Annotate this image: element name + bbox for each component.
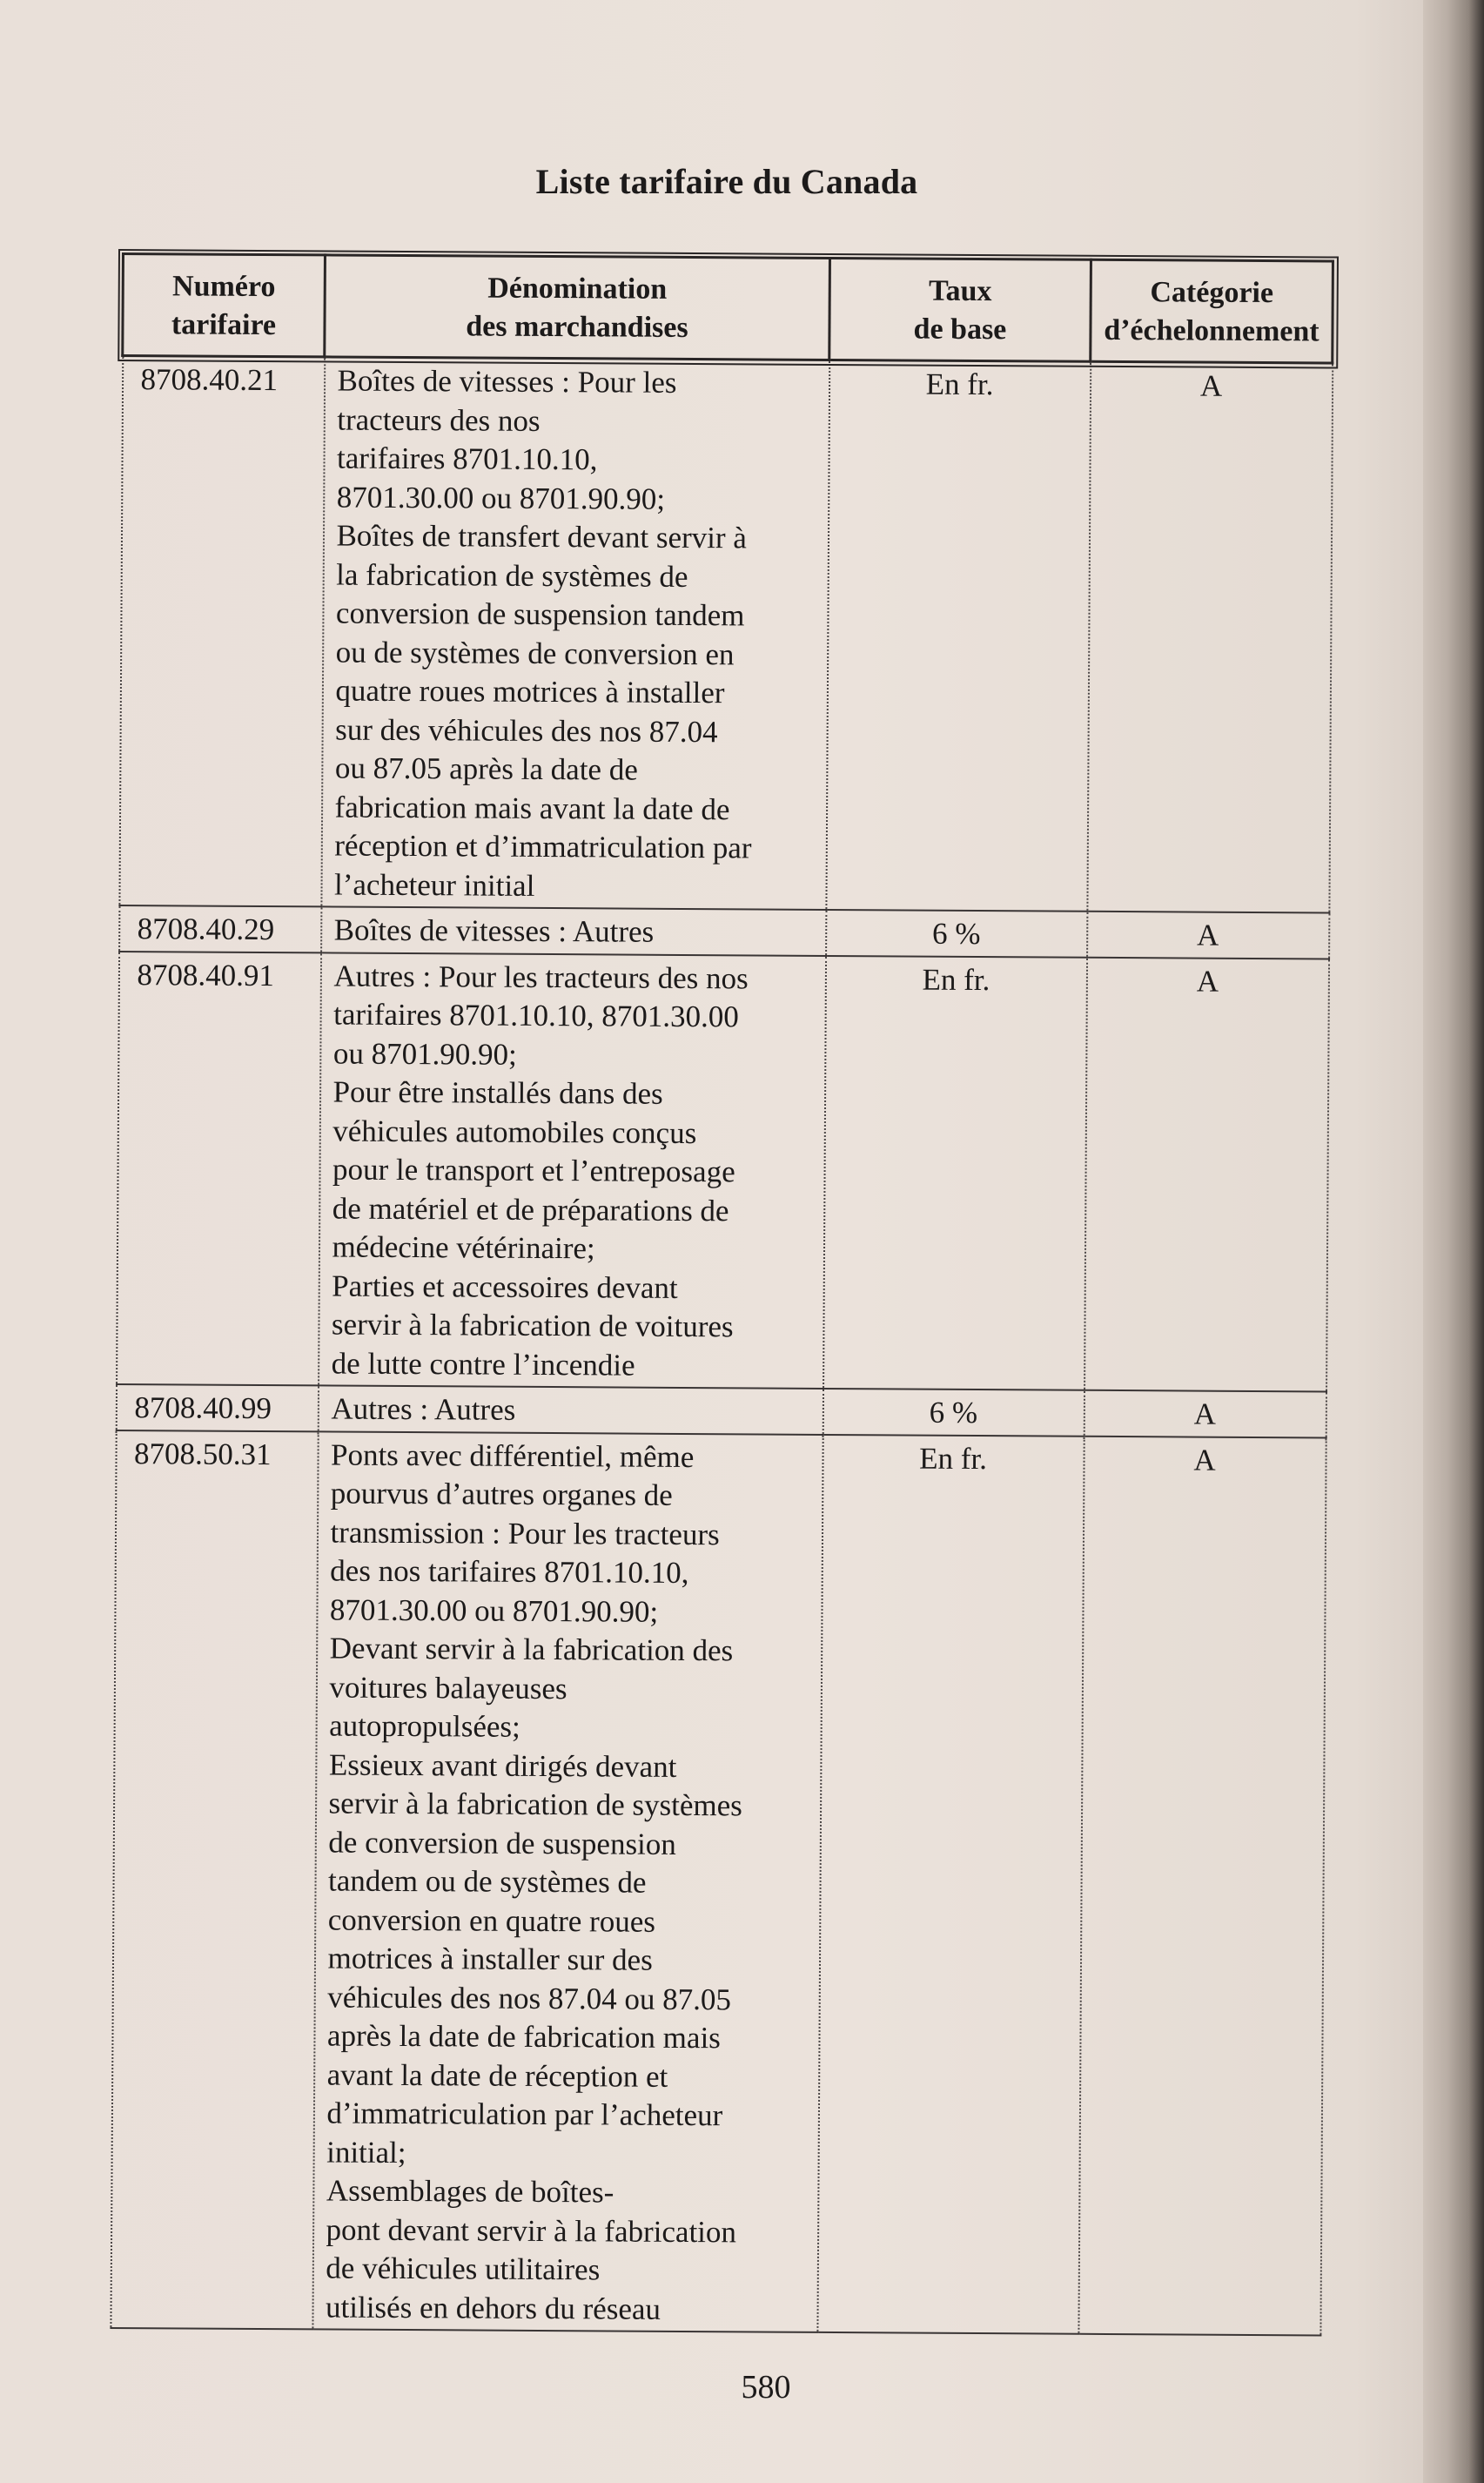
description-line: tarifaires 8701.10.10, 8701.30.00 — [333, 997, 739, 1034]
description-line: servir à la fabrication de voitures — [331, 1307, 734, 1344]
description-line: véhicules des nos 87.04 ou 87.05 — [327, 1979, 732, 2016]
description-line: ou 8701.90.90; — [332, 1036, 517, 1072]
description-cell — [312, 1431, 823, 2332]
base-rate-cell: En fr. — [826, 360, 1091, 911]
table-row — [119, 905, 1329, 959]
description-line: quatre roues motrices à installer — [335, 673, 725, 710]
description-line: après la date de fabrication mais — [326, 2018, 721, 2056]
description-line: Pour être installés dans des — [332, 1074, 663, 1111]
staging-category-cell: A — [1084, 1390, 1326, 1437]
description-line: l’acheteur initial — [333, 867, 535, 903]
base-rate-cell: En fr. — [817, 1434, 1084, 2333]
description-line: médecine vétérinaire; — [332, 1229, 595, 1266]
description-line: pourvus d’autres organes de — [330, 1476, 673, 1512]
tariff-number-cell: 8708.40.29 — [119, 905, 321, 952]
table-row — [119, 356, 1333, 913]
header-row — [123, 254, 1333, 363]
base-rate-cell: 6 % — [823, 1389, 1084, 1436]
description-cell — [319, 952, 826, 1389]
description-line: fabrication mais avant la date de — [334, 790, 730, 826]
header-base-rate: Taux de base — [829, 258, 1091, 361]
description-line: de véhicules utilitaires — [326, 2251, 601, 2287]
description-line: initial; — [326, 2134, 406, 2170]
table-header — [123, 254, 1333, 363]
description-cell — [321, 357, 829, 910]
description-line: ou de systèmes de conversion en — [335, 635, 735, 671]
description-line: d’immatriculation par l’acheteur — [326, 2096, 723, 2133]
description-line: Parties et accessoires devant — [332, 1268, 678, 1305]
description-line: Boîtes de vitesses : Autres — [333, 912, 655, 949]
description-line: transmission : Pour les tracteurs — [330, 1514, 720, 1551]
description-line: tracteurs des nos — [337, 402, 541, 438]
description-line: de lutte contre l’incendie — [331, 1345, 635, 1383]
description-line: Boîtes de transfert devant servir à — [336, 518, 747, 555]
tariff-number-cell: 8708.50.31 — [111, 1430, 318, 2329]
description-line: ou 87.05 après la date de — [334, 750, 638, 787]
description-line: de matériel et de préparations de — [332, 1190, 729, 1228]
staging-category-cell: A — [1084, 957, 1329, 1391]
table-body — [111, 356, 1333, 2336]
description-line: autopropulsées; — [329, 1708, 520, 1744]
book-spine-shadow — [1423, 0, 1484, 2483]
tariff-number-cell: 8708.40.99 — [116, 1384, 318, 1431]
description-line: conversion en quatre roues — [327, 1901, 656, 1939]
staging-category-cell: A — [1087, 912, 1329, 959]
description-line: pour le transport et l’entreposage — [332, 1152, 735, 1189]
description-line: sur des véhicules des nos 87.04 — [335, 712, 718, 749]
description-line: des nos tarifaires 8701.10.10, — [330, 1553, 689, 1591]
description-line: pont devant servir à la fabrication — [326, 2211, 737, 2249]
description-line: utilisés en dehors du réseau — [325, 2289, 661, 2326]
description-line: Boîtes de vitesses : Pour les — [337, 363, 677, 400]
table-row — [117, 951, 1329, 1391]
tariff-number-cell: 8708.40.21 — [119, 356, 325, 907]
description-line: 8701.30.00 ou 8701.90.90; — [329, 1591, 659, 1629]
description-line: de conversion de suspension — [328, 1824, 676, 1861]
description-line: la fabrication de systèmes de — [336, 557, 688, 594]
description-line: 8701.30.00 ou 8701.90.90; — [336, 480, 666, 516]
description-line: Essieux avant dirigés devant — [328, 1746, 677, 1784]
description-cell — [318, 1385, 823, 1434]
staging-category-cell: A — [1087, 361, 1333, 912]
description-line: Autres : Pour les tracteurs des nos — [333, 959, 749, 995]
table-row — [116, 1384, 1326, 1437]
description-line: Devant servir à la fabrication des — [329, 1631, 734, 1668]
description-line: Assemblages de boîtes- — [326, 2173, 614, 2210]
description-line: Autres : Autres — [331, 1391, 516, 1427]
description-line: tandem ou de systèmes de — [327, 1863, 647, 1900]
staging-category-cell: A — [1078, 1436, 1326, 2335]
description-cell — [321, 906, 826, 955]
description-line: véhicules automobiles conçus — [332, 1113, 697, 1150]
description-line: servir à la fabrication de systèmes — [328, 1786, 742, 1823]
tariff-number-cell: 8708.40.91 — [117, 951, 321, 1385]
header-staging-category: Catégorie d’échelonnement — [1091, 259, 1333, 363]
description-line: motrices à installer sur des — [327, 1941, 653, 1977]
table-row — [111, 1430, 1326, 2335]
description-line: Ponts avec différentiel, même — [330, 1437, 695, 1474]
tariff-table — [109, 252, 1334, 2336]
page-title: Liste tarifaire du Canada — [535, 162, 918, 201]
base-rate-cell: 6 % — [826, 910, 1087, 957]
page-number: 580 — [741, 2369, 791, 2406]
description-line: voitures balayeuses — [329, 1669, 567, 1706]
header-description: Dénomination des marchandises — [325, 255, 830, 360]
description-line: tarifaires 8701.10.10, — [336, 441, 598, 477]
header-tariff-number: Numéro tarifaire — [123, 254, 326, 357]
base-rate-cell: En fr. — [823, 955, 1087, 1390]
description-line: réception et d’immatriculation par — [334, 828, 752, 865]
description-line: conversion de suspension tandem — [335, 596, 745, 633]
description-line: avant la date de réception et — [326, 2056, 668, 2094]
